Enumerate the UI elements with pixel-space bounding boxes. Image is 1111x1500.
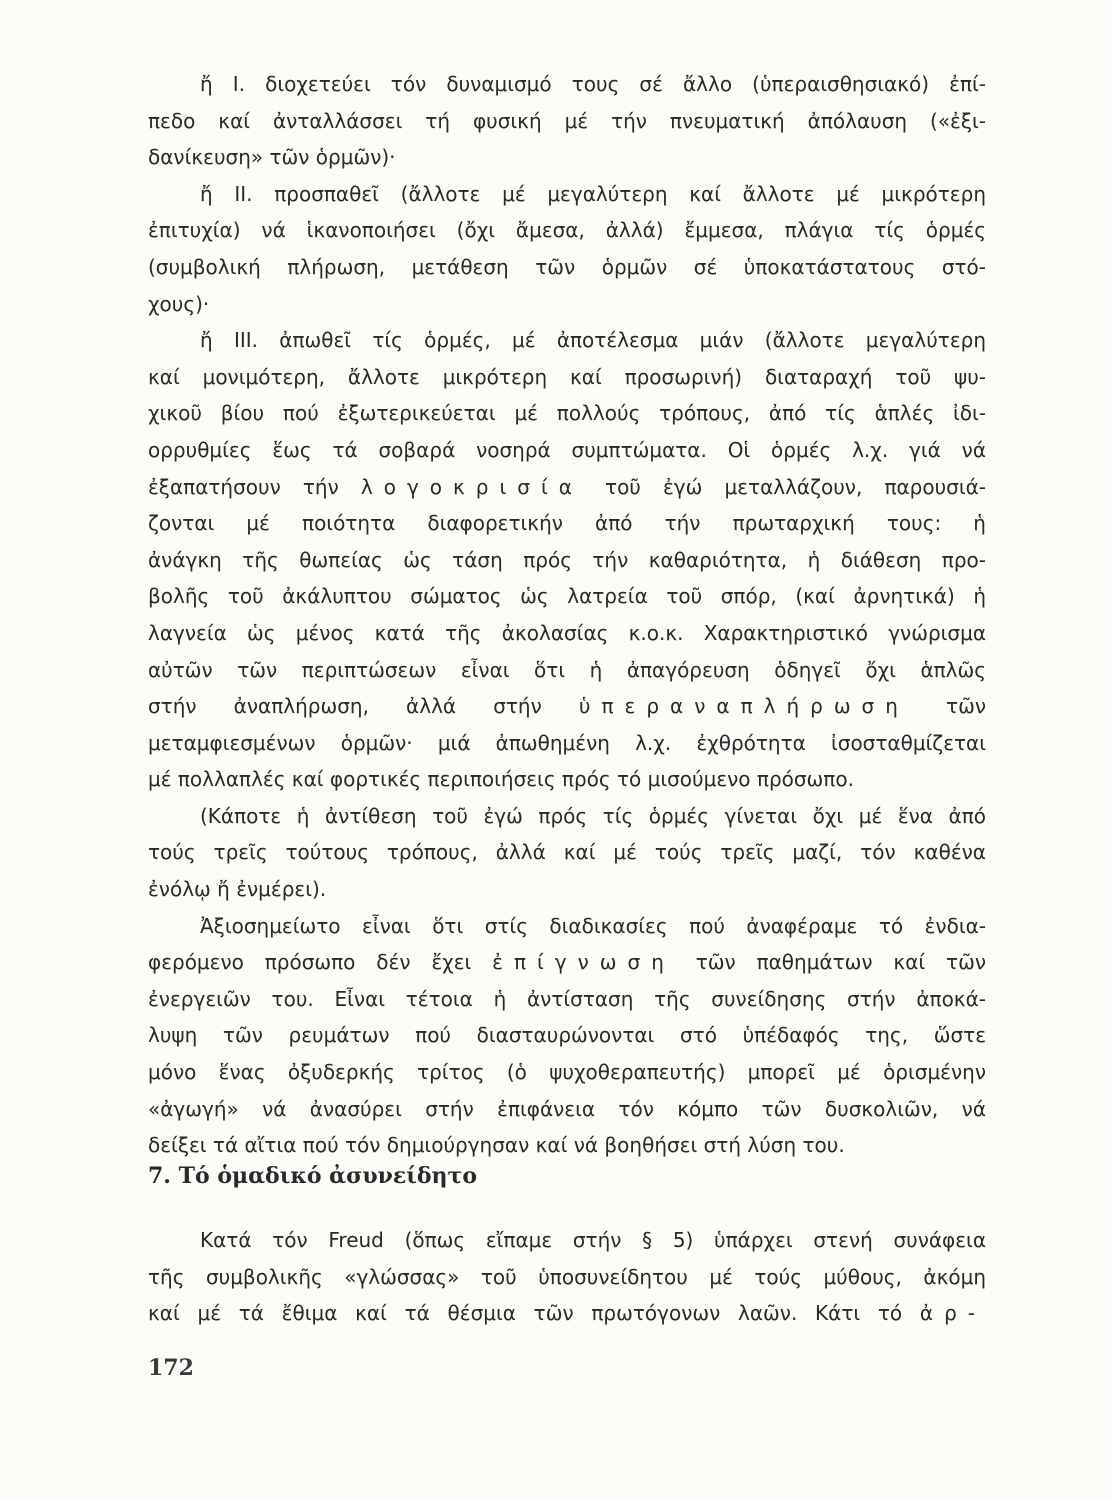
text-line: δανίκευση» τῶν ὁρμῶν)· bbox=[148, 145, 396, 170]
emphasized-word: ἐπίγνωση bbox=[492, 950, 675, 975]
text-line bbox=[148, 469, 986, 506]
page-number: 172 bbox=[148, 1355, 194, 1381]
text-line: καί μονιμότερη, ἄλλοτε μικρότερη καί προσωρινή) διαταραχή τοῦ ψυ- bbox=[148, 364, 986, 389]
text-line: χικοῦ βίου πού ἐξωτερικεύεται μέ πολλούς τρόπους, ἀπό τίς ἁπλές ἰδι- bbox=[148, 401, 986, 426]
text-line: μέ πολλαπλές καί φορτικές περιποιήσεις πρός τό μισούμενο πρόσωπο. bbox=[148, 767, 854, 792]
text-line: δείξει τά αἴτια πού τόν δημιούργησαν καί νά βοηθήσει στή λύση του. bbox=[148, 1133, 845, 1158]
text-span: τοῦ ἐγώ μεταλλάζουν, παρουσιά- bbox=[605, 474, 987, 499]
text-line: ἐπιτυχία) νά ἱκανοποιήσει (ὄχι ἄμεσα, ἀλλά) ἔμμεσα, πλάγια τίς ὁρμές bbox=[148, 218, 986, 243]
text-line: ἐνόλῳ ἤ ἐνμέρει). bbox=[148, 877, 327, 902]
text-line: Ἀξιοσημείωτο εἶναι ὅτι στίς διαδικασίες πού ἀναφέραμε τό ἐνδια- bbox=[200, 913, 986, 938]
text-line: ἤ III. ἀπωθεῖ τίς ὁρμές, μέ ἀποτέλεσμα μιάν (ἄλλοτε μεγαλύτερη bbox=[200, 328, 986, 353]
text-line: ἤ I. διοχετεύει τόν δυναμισμό τους σέ ἄλλο (ὑπεραισθησιακό) ἐπί- bbox=[200, 72, 986, 96]
main-text bbox=[148, 66, 986, 1164]
emphasized-word: λογοκρισία bbox=[360, 474, 583, 499]
text-span: καί μέ τά ἔθιμα καί τά θέσμια τῶν πρωτόγονων λαῶν. Κάτι τό bbox=[148, 1301, 903, 1326]
text-span: ἐξαπατήσουν τήν bbox=[148, 474, 339, 499]
text-span: στήν ἀναπλήρωση, ἀλλά στήν bbox=[148, 694, 542, 719]
text-line bbox=[148, 688, 986, 725]
text-line: λαγνεία ὡς μένος κατά τῆς ἀκολασίας κ.ο.κ. Χαρακτηριστικό γνώρισμα bbox=[148, 620, 986, 645]
emphasized-word: ἀρ- bbox=[919, 1301, 986, 1326]
text-line: μεταμφιεσμένων ὁρμῶν· μιά ἀπωθημένη λ.χ. ἐχθρότητα ἰσοσταθμίζεται bbox=[148, 730, 986, 755]
emphasized-word: ὑπεραναπλήρωση bbox=[578, 694, 909, 719]
text-line: ἤ II. προσπαθεῖ (ἄλλοτε μέ μεγαλύτερη καί ἄλλοτε μέ μικρότερη bbox=[200, 181, 986, 206]
text-line: τούς τρεῖς τούτους τρόπους, ἀλλά καί μέ τούς τρεῖς μαζί, τόν καθένα bbox=[148, 840, 986, 865]
text-span: τῶν bbox=[946, 694, 987, 719]
text-line: «ἀγωγή» νά ἀνασύρει στήν ἐπιφάνεια τόν κόμπο τῶν δυσκολιῶν, νά bbox=[148, 1096, 986, 1121]
section-heading: 7. Τό ὁμαδικό ἀσυνείδητο bbox=[148, 1163, 478, 1189]
text-line: ζονται μέ ποιότητα διαφορετικήν ἀπό τήν πρωταρχική τους: ἡ bbox=[148, 511, 986, 536]
text-line: ἐνεργειῶν του. Εἶναι τέτοια ἡ ἀντίσταση τῆς συνείδησης στήν ἀποκά- bbox=[148, 986, 986, 1011]
text-line: βολῆς τοῦ ἀκάλυπτου σώματος ὡς λατρεία τοῦ σπόρ, (καί ἀρνητικά) ἡ bbox=[148, 584, 986, 609]
text-line: λυψη τῶν ρευμάτων πού διασταυρώνονται στό ὑπέδαφός της, ὥστε bbox=[148, 1023, 986, 1048]
text-line: πεδο καί ἀνταλλάσσει τή φυσική μέ τήν πνευματική ἀπόλαυση («ἐξι- bbox=[148, 108, 986, 133]
text-line: τῆς συμβολικῆς «γλώσσας» τοῦ ὑποσυνείδητου μέ τούς μύθους, ἀκόμη bbox=[148, 1264, 986, 1289]
section-text bbox=[148, 1222, 986, 1332]
text-line: (συμβολική πλήρωση, μετάθεση τῶν ὁρμῶν σέ ὑποκατάστατους στό- bbox=[148, 254, 986, 279]
text-line: Κατά τόν Freud (ὅπως εἴπαμε στήν § 5) ὑπάρχει στενή συνάφεια bbox=[200, 1228, 986, 1252]
text-line: ορρυθμίες ἕως τά σοβαρά νοσηρά συμπτώματα. Οἱ ὁρμές λ.χ. γιά νά bbox=[148, 437, 986, 462]
text-line: (Κάποτε ἡ ἀντίθεση τοῦ ἐγώ πρός τίς ὁρμές γίνεται ὄχι μέ ἕνα ἀπό bbox=[200, 803, 986, 828]
text-span: τῶν παθημάτων καί τῶν bbox=[695, 950, 986, 975]
text-line: ἀνάγκη τῆς θωπείας ὡς τάση πρός τήν καθαριότητα, ἡ διάθεση προ- bbox=[148, 547, 986, 572]
text-span: φερόμενο πρόσωπο δέν ἔχει bbox=[148, 950, 472, 975]
text-line: χους)· bbox=[148, 291, 210, 316]
text-line: αὐτῶν τῶν περιπτώσεων εἶναι ὅτι ἡ ἀπαγόρευση ὁδηγεῖ ὄχι ἁπλῶς bbox=[148, 657, 986, 682]
text-line bbox=[148, 1295, 986, 1332]
text-line bbox=[148, 944, 986, 981]
text-line: μόνο ἕνας ὀξυδερκής τρίτος (ὁ ψυχοθεραπευτής) μπορεῖ μέ ὁρισμένην bbox=[148, 1060, 986, 1085]
